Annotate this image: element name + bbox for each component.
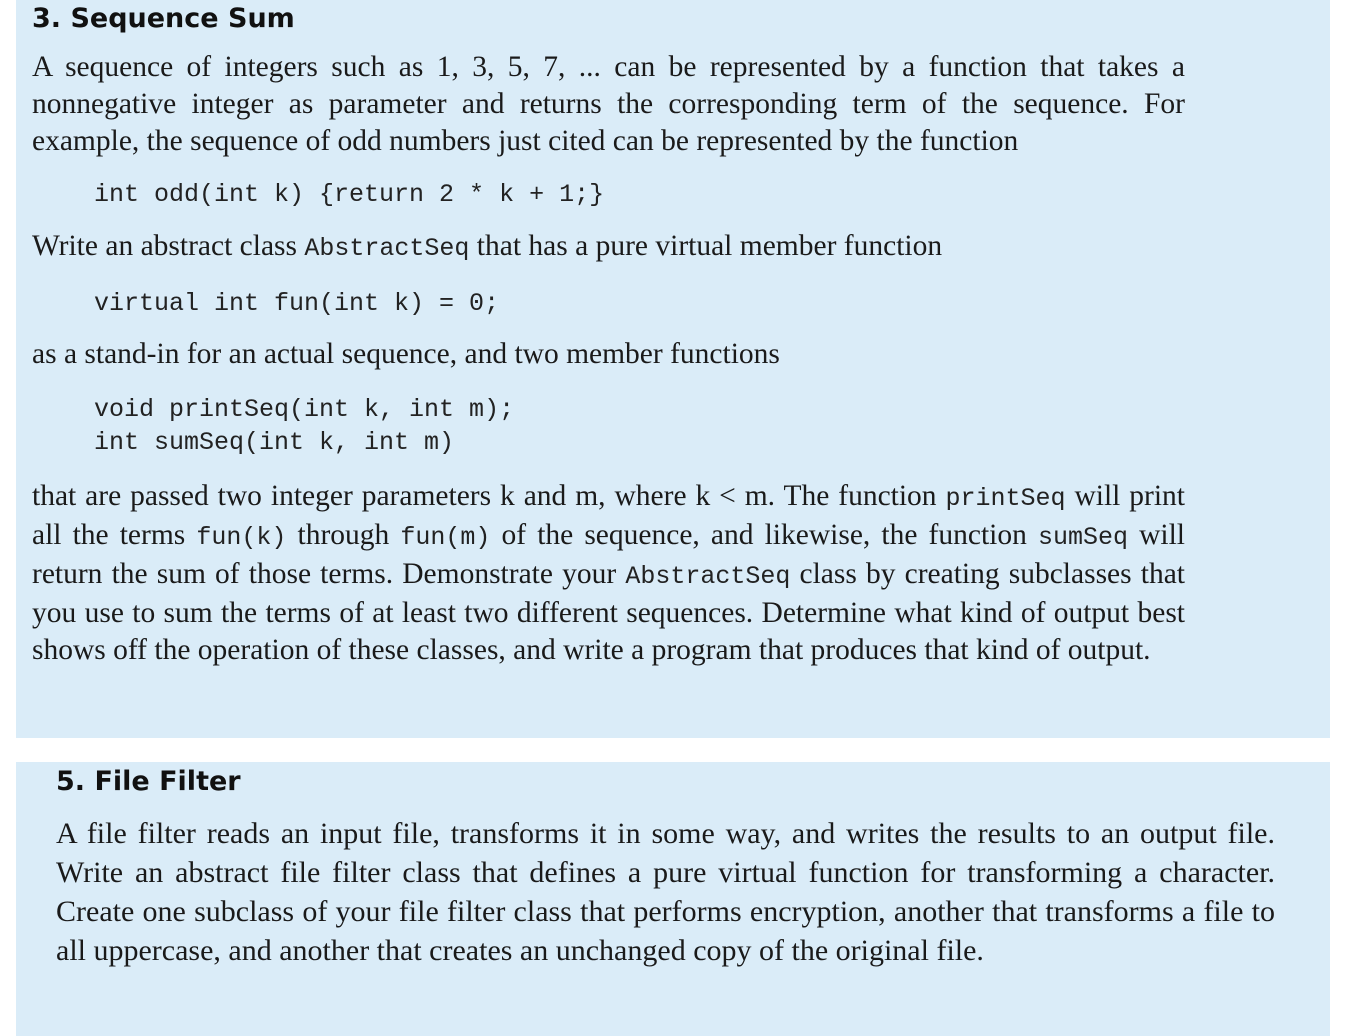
exercise-5-title: 5. File Filter <box>56 766 241 797</box>
p2-code-abstractseq: AbstractSeq <box>304 234 470 263</box>
p4-code-fun-k: fun(k) <box>196 523 287 552</box>
p4-code-fun-m: fun(m) <box>400 523 491 552</box>
p4-text-3: through <box>286 519 401 551</box>
code-printseq: void printSeq(int k, int m); <box>94 395 515 424</box>
p2-text-before: Write an abstract class <box>32 230 305 262</box>
exercise-3-paragraph-2 <box>32 228 1185 267</box>
exercise-3-title: 3. Sequence Sum <box>32 3 295 34</box>
p4-text-6: class by creating subclasses that you use to sum the terms of at least two different sequences. Determine what kind of output best shows off the operation of these classes, and write a program that produces that kind of output. <box>32 558 1185 666</box>
code-odd-function: int odd(int k) {return 2 * k + 1;} <box>94 180 605 209</box>
p4-text-2: will print all the terms <box>32 480 1185 551</box>
p4-code-abstractseq: AbstractSeq <box>625 562 791 591</box>
exercise-5-box <box>16 762 1330 1036</box>
p4-text-5: will return the sum of those terms. Demonstrate your <box>32 519 1185 590</box>
exercise-3-box <box>16 0 1330 738</box>
exercise-3-intro: A sequence of integers such as 1, 3, 5, 7, ... can be represented by a function that takes a nonnegative integer as parameter and returns the corresponding term of the sequence. For example, the sequence of odd numbers just cited can be represented by the function <box>32 51 1185 157</box>
p2-text-after: that has a pure virtual member function <box>469 230 943 262</box>
p4-text-1: that are passed two integer parameters k and m, where k < m. The function <box>32 480 946 512</box>
p4-code-printseq: printSeq <box>945 484 1066 513</box>
exercise-3-paragraph-4 <box>32 478 1185 669</box>
code-virtual-function: virtual int fun(int k) = 0; <box>94 289 500 318</box>
code-sumseq: int sumSeq(int k, int m) <box>94 428 455 457</box>
p4-code-sumseq: sumSeq <box>1037 523 1128 552</box>
exercise-3-paragraph-3: as a stand-in for an actual sequence, and two member functions <box>32 338 780 370</box>
exercise-5-body: A file filter reads an input file, transforms it in some way, and writes the results to an output file. Write an abstract file filter class that defines a pure virtual function for transforming a character. Create one subclass of your file filter class that performs encryption, another that transforms a file to all uppercase, and another that creates an unchanged copy of the original file. <box>56 817 1275 967</box>
p4-text-4: of the sequence, and likewise, the function <box>490 519 1038 551</box>
